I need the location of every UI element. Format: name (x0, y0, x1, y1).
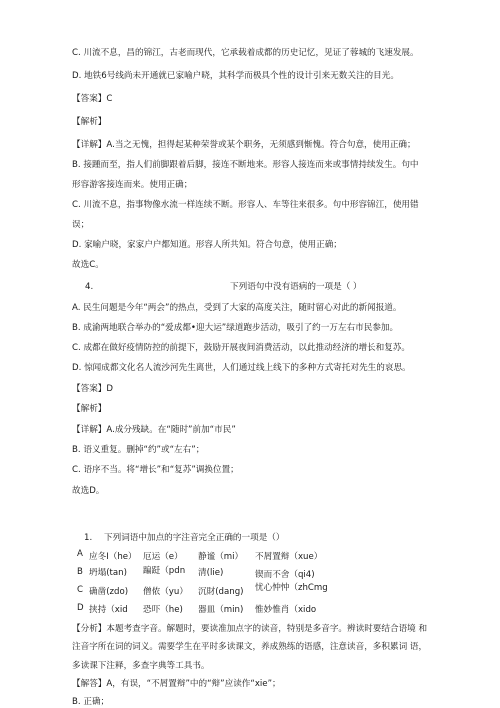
question-number: 1. (84, 533, 93, 543)
option-b-text: B. 成渝两地联合举办的“爱成都•迎大运”绿道跑步活动，吸引了约一万左右市民参加。 (72, 323, 399, 333)
explanation-line: 误； (72, 220, 90, 230)
choice-conclusion: 故选D。 (72, 486, 105, 496)
pinyin-item: 器皿（min) (198, 605, 244, 615)
option-letter: D (77, 603, 84, 613)
option-c-text: C. 川流不息，昌的锦江，古老而现代，它承载着成都的历史记忆，见证了蓉城的飞速发展。 (72, 48, 419, 58)
analysis-line: 【分析】本题考查字音。解题时，要读准加点字的读音，特别是多音字。辨读时要结合语境 和 (72, 624, 428, 634)
solution-line: B. 正确； (72, 697, 110, 707)
pinyin-item: 沉財(dang) (198, 587, 244, 597)
option-a-text: A. 民生问题是今年“两会”的热点，受到了大家的高度关注，随时留心对此的新闻报道。 (72, 303, 402, 313)
question-number: 4. (85, 282, 94, 292)
option-d-text: D. 惊闻成都文化名人流沙河先生离世，人们通过线上线下的多种方式寄托对先生的哀思。 (72, 363, 411, 373)
option-letter: B (77, 567, 83, 577)
analysis-line: 多读课下注释，多查字典等工具书。 (72, 661, 210, 671)
pinyin-item: 应冬I（he） (89, 552, 137, 562)
pinyin-item: 不屑置辩（xue） (255, 552, 323, 562)
pinyin-item: 忧心忡忡（zhCmg (255, 583, 328, 593)
pinyin-item: 蹁跹（pdn (143, 566, 186, 576)
pinyin-item: 僧侬（yu） (143, 587, 188, 597)
pinyin-item: 惟妙惟肖（xido (255, 605, 317, 615)
pinyin-item: 锲而不舍（qi4) (255, 570, 315, 580)
explanation-line: C. 语序不当。将“增长”和“复苏”调换位置； (72, 465, 239, 475)
pinyin-item: 清(lie) (198, 568, 224, 578)
option-letter: A (77, 549, 83, 559)
explanation-line: 【详解】A.成分残缺。在“随时”前加“市民” (72, 425, 236, 435)
analysis-label: 【解析】 (72, 117, 107, 127)
explanation-line: 【详解】A.当之无愧，担得起某种荣誉或某个职务，无须感到惭愧。符合句意，使用正确； (72, 140, 416, 150)
option-letter: C (77, 585, 84, 595)
explanation-line: B. 语义重复。删掉“约”或“左右”； (72, 445, 205, 455)
pinyin-item: 挟持（xid (89, 605, 128, 615)
option-d-text: D. 地铁6号线尚未开通就已家喻户晓，其科学而极具个性的设计引来无数关注的目光。 (72, 71, 399, 81)
explanation-line: 形容游客接连而来。使用正确； (72, 180, 193, 190)
choice-conclusion: 故选C。 (72, 260, 104, 270)
pinyin-item: 静谧（mi） (198, 552, 244, 562)
pinyin-item: 厄运（e） (143, 552, 183, 562)
question-title: 下列词语中加点的字注音完全正确的一项是（） (104, 533, 285, 543)
question-title: 下列语句中没有语病的一项是（ ） (230, 282, 362, 292)
explanation-line: D. 家喻户晓，家家户户都知道。形容人所共知。符合句意，使用正确； (72, 240, 342, 250)
analysis-label: 【解析】 (72, 404, 107, 414)
answer-label: 【答案】C (72, 94, 113, 104)
pinyin-item: 坍塌(tan) (89, 568, 127, 578)
explanation-line: C. 川流不息，指事物像水流一样连续不断。形容人、车等往来很多。句中形容锦江，使用错 (72, 200, 419, 210)
explanation-line: B. 接踵而至，指人们前脚跟着后脚，接连不断地来。形容人接连而来或事情持续发生。句中 (72, 160, 419, 170)
solution-line: 【解答】A，有误，“不屑置辩”中的“辩”应读作“xie”； (72, 679, 281, 689)
answer-label: 【答案】D (72, 384, 113, 394)
option-c-text: C. 成都在做好疫情防控的前提下，鼓励开展夜间消费活动，以此推动经济的增长和复苏。 (72, 343, 411, 353)
analysis-line: 注音字所在词的词义。需要学生在平时多读课文，养成熟练的语感，注意读音，多积累词 语， (72, 642, 428, 652)
pinyin-item: 确凿(zdo) (89, 587, 129, 597)
pinyin-item: 恐吓（he) (143, 605, 183, 615)
